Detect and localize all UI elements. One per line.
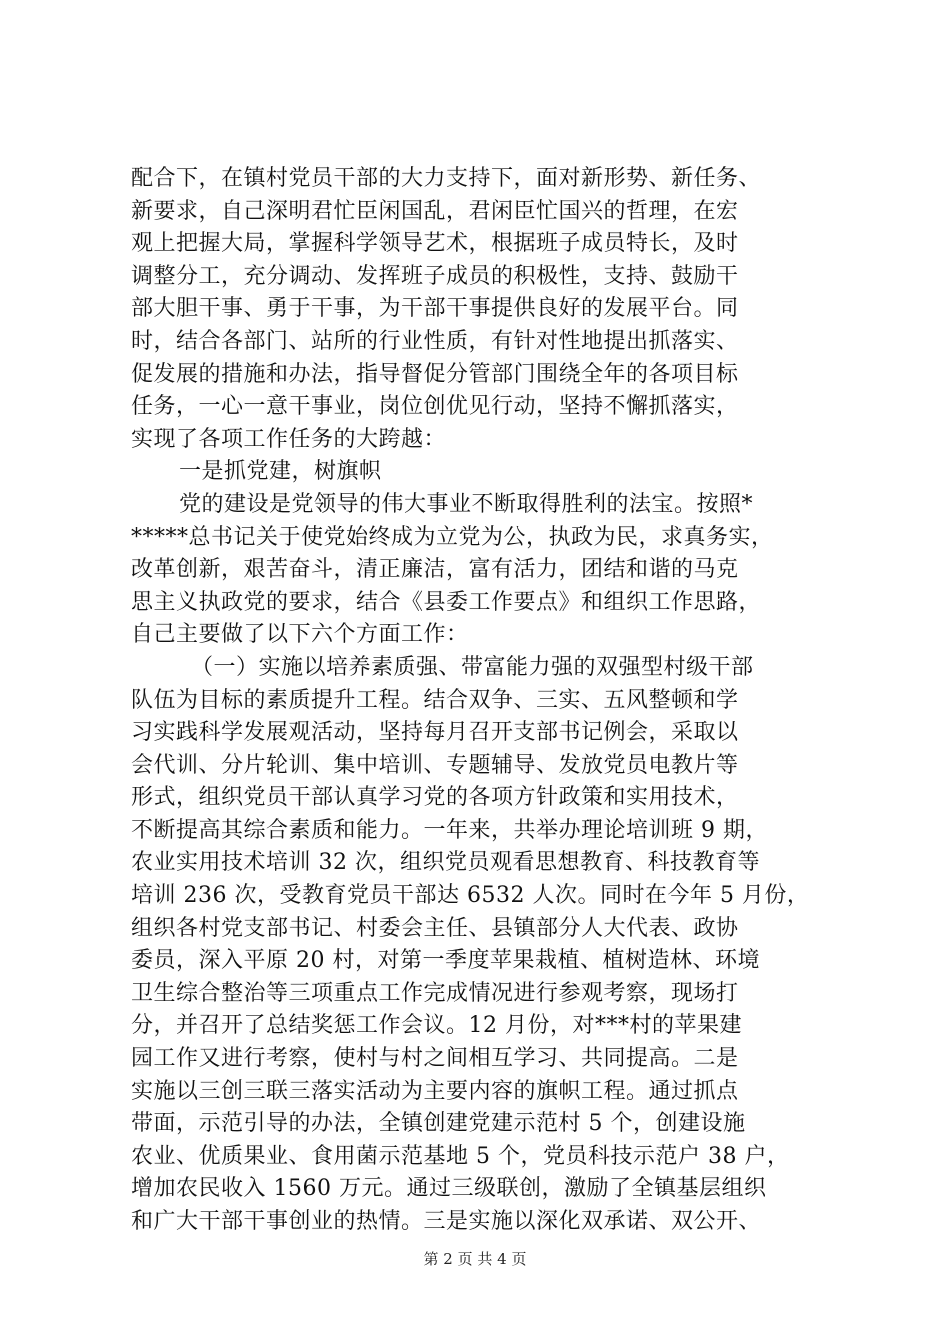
text-line: 带面，示范引导的办法，全镇创建党建示范村 5 个，创建设施 (131, 1111, 746, 1137)
text-line: 党的建设是党领导的伟大事业不断取得胜利的法宝。按照* (179, 491, 754, 517)
text-line: 促发展的措施和办法，指导督促分管部门围绕全年的各项目标 (131, 361, 739, 387)
text-line: 委员，深入平原 20 村，对第一季度苹果栽植、植树造林、环境 (131, 948, 760, 974)
text-line: *****总书记关于使党始终成为立党为公，执政为民，求真务实， (131, 524, 774, 550)
text-line: 调整分工，充分调动、发挥班子成员的积极性，支持、鼓励干 (131, 263, 739, 289)
text-line: 队伍为目标的素质提升工程。结合双争、三实、五风整顿和学 (131, 687, 739, 713)
text-line: 组织各村党支部书记、村委会主任、县镇部分人大代表、政协 (131, 915, 739, 941)
text-line: 实现了各项工作任务的大跨越： (131, 426, 447, 452)
text-line: 实施以三创三联三落实活动为主要内容的旗帜工程。通过抓点 (131, 1078, 739, 1104)
text-line: 习实践科学发展观活动，坚持每月召开支部书记例会，采取以 (131, 720, 739, 746)
text-line: 思主义执政党的要求，结合《县委工作要点》和组织工作思路， (131, 589, 762, 615)
text-line: 分，并召开了总结奖惩工作会议。12 月份，对***村的苹果建 (131, 1013, 742, 1039)
section-heading: 一是抓党建，树旗帜 (179, 459, 382, 485)
text-line: 会代训、分片轮训、集中培训、专题辅导、发放党员电教片等 (131, 752, 739, 778)
text-line: 任务，一心一意干事业，岗位创优见行动，坚持不懈抓落实， (131, 394, 739, 420)
text-line: 培训 236 次，受教育党员干部达 6532 人次。同时在今年 5 月份， (131, 883, 810, 909)
page-footer (0, 1248, 950, 1269)
text-line: 不断提高其综合素质和能力。一年来，共举办理论培训班 9 期， (131, 817, 768, 843)
text-line: 园工作又进行考察，使村与村之间相互学习、共同提高。二是 (131, 1046, 739, 1072)
body-text (131, 163, 831, 1239)
text-line: （一）实施以培养素质强、带富能力强的双强型村级干部 (191, 654, 754, 680)
text-line: 增加农民收入 1560 万元。通过三级联创，激励了全镇基层组织 (131, 1176, 767, 1202)
text-line: 时，结合各部门、站所的行业性质，有针对性地提出抓落实、 (131, 328, 739, 354)
text-line: 部大胆干事、勇于干事，为干部干事提供良好的发展平台。同 (131, 296, 739, 322)
text-line: 农业、优质果业、食用菌示范基地 5 个，党员科技示范户 38 户， (131, 1143, 790, 1169)
text-line: 改革创新，艰苦奋斗，清正廉洁，富有活力，团结和谐的马克 (131, 557, 739, 583)
text-line: 新要求，自己深明君忙臣闲国乱，君闲臣忙国兴的哲理，在宏 (131, 198, 739, 224)
text-line: 形式，组织党员干部认真学习党的各项方针政策和实用技术， (131, 785, 739, 811)
text-line: 和广大干部干事创业的热情。三是实施以深化双承诺、双公开、 (131, 1209, 762, 1234)
text-line: 农业实用技术培训 32 次，组织党员观看思想教育、科技教育等 (131, 850, 760, 876)
text-line: 配合下，在镇村党员干部的大力支持下，面对新形势、新任务、 (131, 166, 762, 191)
page-number: 第 2 页 共 4 页 (423, 1250, 527, 1268)
text-line: 卫生综合整治等三项重点工作完成情况进行参观考察，现场打 (131, 980, 739, 1006)
text-line: 自己主要做了以下六个方面工作： (131, 622, 469, 648)
text-line: 观上把握大局，掌握科学领导艺术，根据班子成员特长，及时 (131, 231, 739, 257)
